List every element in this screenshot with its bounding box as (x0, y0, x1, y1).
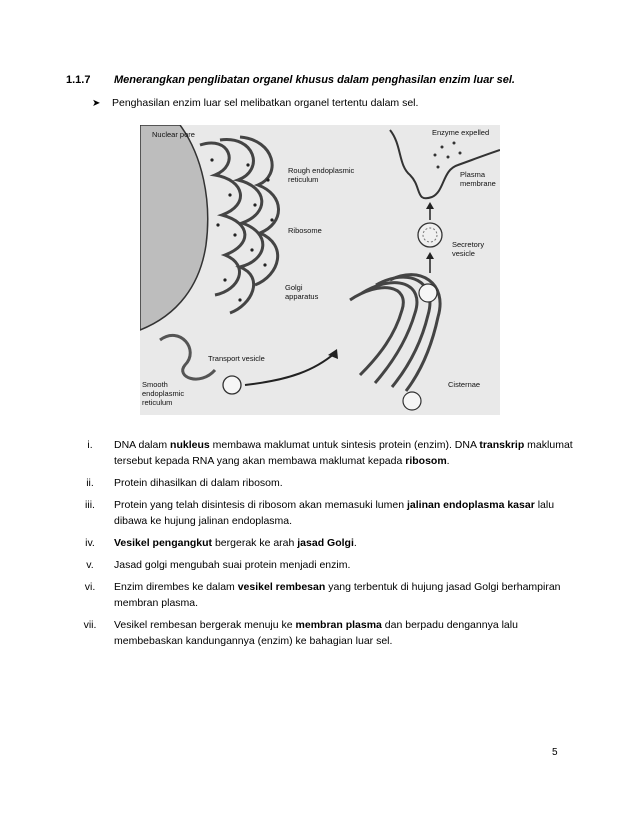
step-number: vi. (84, 581, 96, 593)
section-heading (66, 74, 515, 86)
label-golgi-2: apparatus (285, 292, 319, 301)
step-text: Vesikel rembesan bergerak menuju ke membran plasma dan berpadu dengannya lalu membebaskan kandungannya (enzim) ke bahagian luar sel. (114, 619, 518, 647)
label-secretory-1: Secretory (452, 240, 485, 249)
label-smooth-1: Smooth (142, 380, 168, 389)
label-ribosome: Ribosome (288, 226, 322, 235)
list-item (66, 579, 586, 611)
label-smooth-2: endoplasmic (142, 389, 185, 398)
section-title: Menerangkan penglibatan organel khusus dalam penghasilan enzim luar sel. (114, 74, 515, 86)
page-number: 5 (552, 747, 558, 758)
arrow-bullet-icon: ➤ (92, 98, 101, 109)
label-transport-vesicle: Transport vesicle (208, 354, 265, 363)
step-list (66, 437, 586, 655)
step-number: i. (87, 439, 93, 451)
step-text: DNA dalam nukleus membawa maklumat untuk sintesis protein (enzim). DNA transkrip maklumat tersebut kepada RNA yang akan membawa maklumat kepada ribosom. (114, 439, 573, 467)
secretory-vesicle-shape (418, 223, 442, 247)
cell-secretion-diagram (140, 125, 500, 415)
label-rough-er-2: reticulum (288, 175, 319, 184)
step-number: iii. (85, 499, 95, 511)
label-secretory-2: vesicle (452, 249, 475, 258)
intro-text: Penghasilan enzim luar sel melibatkan organel tertentu dalam sel. (112, 97, 419, 109)
step-number: vii. (83, 619, 97, 631)
list-item (66, 535, 586, 551)
label-enzyme-expelled: Enzyme expelled (432, 128, 490, 137)
label-smooth-3: reticulum (142, 398, 173, 407)
label-cisternae: Cisternae (448, 380, 481, 389)
step-text: Vesikel pengangkut bergerak ke arah jasad Golgi. (114, 537, 357, 549)
list-item (66, 437, 586, 469)
section-number: 1.1.7 (66, 74, 91, 86)
list-item (66, 557, 586, 573)
diagram-svg (140, 125, 500, 415)
step-number: ii. (86, 477, 94, 489)
label-plasma-1: Plasma (460, 170, 486, 179)
step-text: Enzim dirembes ke dalam vesikel rembesan yang terbentuk di hujung jasad Golgi berhampiran membran plasma. (114, 581, 561, 609)
step-number: iv. (85, 537, 95, 549)
list-item (66, 497, 586, 529)
step-text: Jasad golgi mengubah suai protein menjadi enzim. (114, 559, 351, 571)
label-plasma-2: membrane (460, 179, 496, 188)
step-number: v. (86, 559, 94, 571)
label-rough-er-1: Rough endoplasmic (288, 166, 355, 175)
list-item (66, 617, 586, 649)
transport-vesicle-shape (223, 376, 241, 394)
intro-bullet (92, 97, 418, 109)
label-nuclear-pore: Nuclear pore (152, 130, 195, 139)
step-text: Protein yang telah disintesis di ribosom akan memasuki lumen jalinan endoplasma kasar lalu dibawa ke hujung jalinan endoplasma. (114, 499, 555, 527)
label-golgi-1: Golgi (285, 283, 303, 292)
list-item (66, 475, 586, 491)
step-text: Protein dihasilkan di dalam ribosom. (114, 477, 283, 489)
